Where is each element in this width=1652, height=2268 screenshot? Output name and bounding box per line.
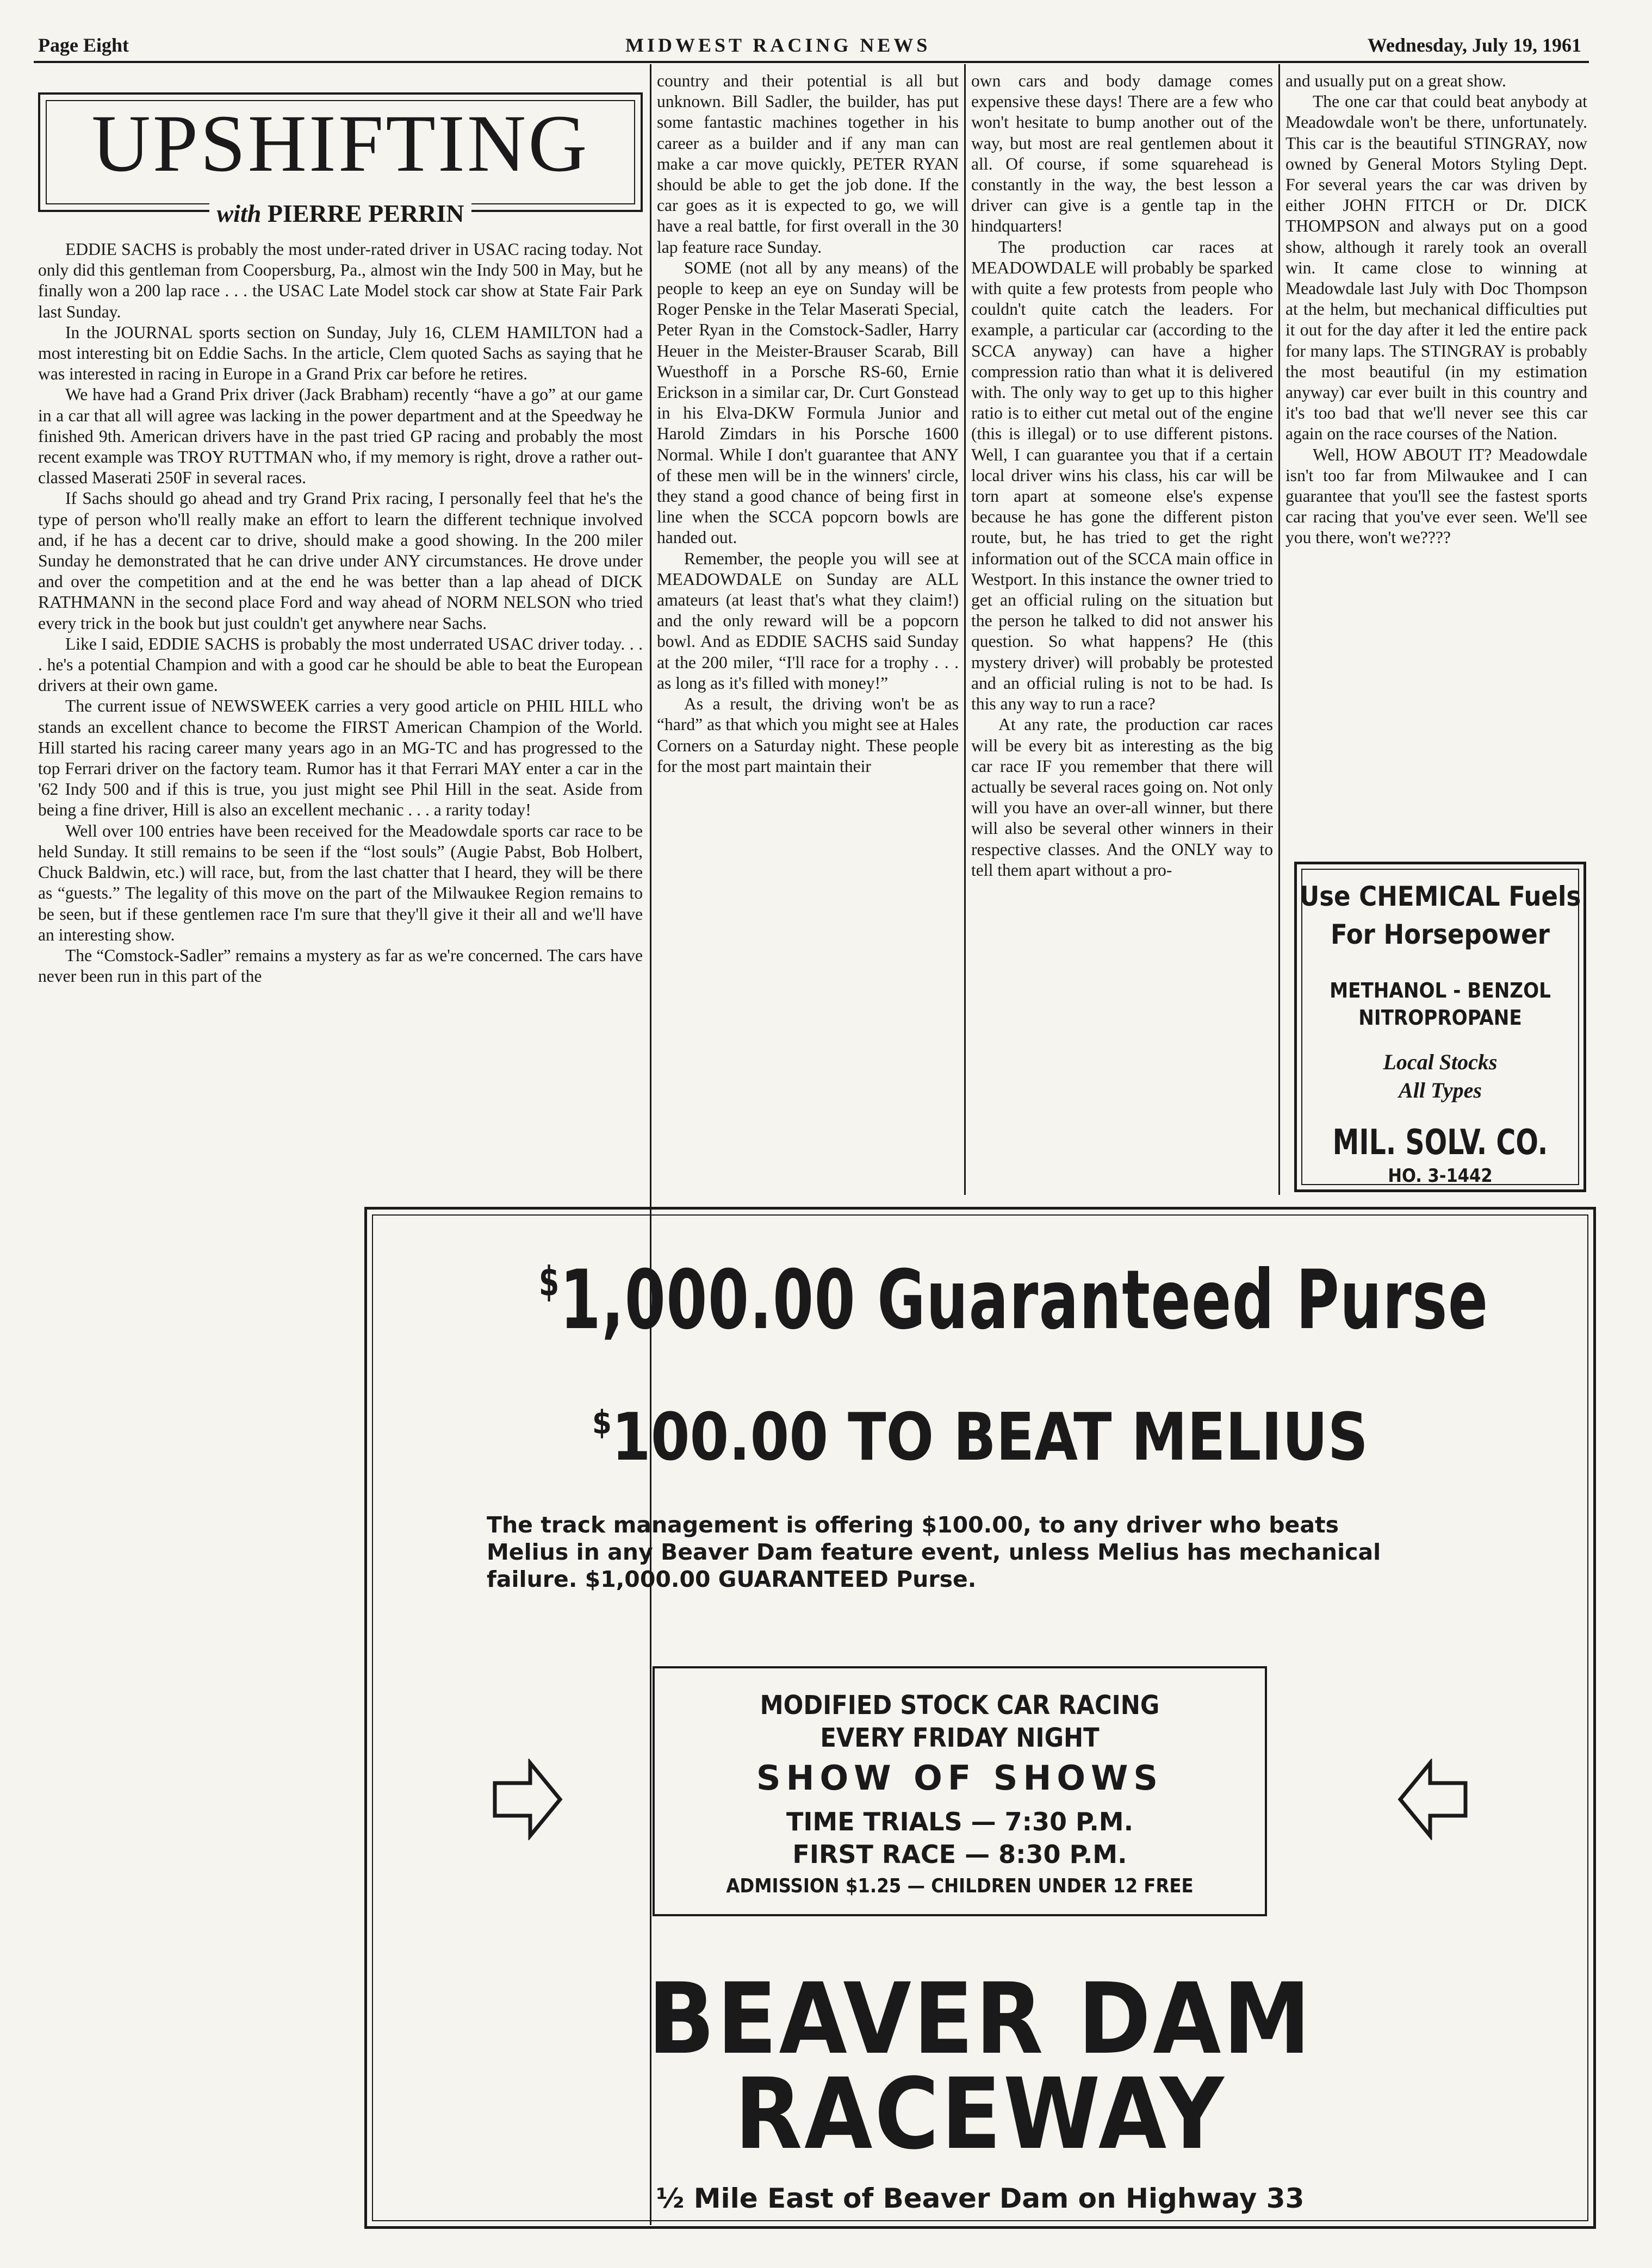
beat-melius-headline [453, 1400, 1507, 1475]
raceway-location: ½ Mile East of Beaver Dam on Highway 33 [656, 2183, 1305, 2214]
byline-with: with [216, 200, 262, 227]
offer-text: The track management is offering $100.00, to any driver who beats Melius in any Beaver Dam feature event, unless Melius has mechanical failure. $1,000.00 GUARANTEED Purse. [487, 1512, 1381, 1592]
show-line-2: EVERY FRIDAY NIGHT [820, 1723, 1100, 1753]
chem-ad-line-1: Use CHEMICAL Fuels [1299, 881, 1581, 912]
newspaper-name: MIDWEST RACING NEWS [625, 34, 931, 56]
col3-paragraph: own cars and body damage comes expensive these days! There are a few who won't hesitate to bump another out of the way, but most are real gentlemen about it all. Of course, if some squarehead is constantly in the way, the best lesson a driver can give is a gentle tap in the hindquarters! [971, 71, 1273, 236]
left-arrow-icon [1398, 1759, 1468, 1840]
raceway-name-line-1: BEAVER DAM [648, 1962, 1313, 2076]
col1-paragraph: The current issue of NEWSWEEK carries a very good article on PHIL HILL who stands an excellent chance to become the FIRST American Champion of the World. Hill started his racing career many years ago in an MG-TC and has progressed to the top Ferrari driver on the factory team. Rumor has it that Ferrari MAY enter a car in the '62 Indy 500 and if this is true, you just might see Phil Hill in the seat. Aside from being a fine driver, Hill is also an excellent mechanic . . . a rarity today! [38, 696, 643, 820]
page-number: Page Eight [38, 34, 129, 56]
beaver-dam-ad [364, 1207, 1596, 2229]
chemical-fuels-ad [1294, 862, 1586, 1192]
byline-author: PIERRE PERRIN [267, 200, 464, 227]
col2-paragraph: As a result, the driving won't be as “hard” as that which you might see at Hales Corners on a Saturday night. These people for the most part maintain their [657, 694, 959, 776]
column-rule-3 [1278, 64, 1280, 1195]
beat-text: 100.00 TO BEAT MELIUS [611, 1400, 1368, 1475]
col3-paragraph: The production car races at MEADOWDALE will probably be sparked with quite a few protests from people who couldn't quite catch the leaders. For example, a particular car (according to the SCCA anyway) can have a higher compression ratio than what it is delivered with. The only way to get up to this higher ratio is to either cut metal out of the engine (this is illegal) or to use different pistons. Well, I can guarantee you that if a certain local driver wins his class, his car will be torn apart at someone else's expense because he has gone the different piston route, but, he has tried to get the right information out of the SCCA main office in Westport. In this instance the owner tried to get an official ruling on the situation but the person he talked to did not answer his question. So what happens? He (this mystery driver) will probably be protested and an official ruling is not to be had. Is this any way to run a race? [971, 237, 1273, 714]
column-heading-box [38, 92, 643, 212]
show-line-3: SHOW OF SHOWS [756, 1758, 1164, 1798]
column-byline [38, 198, 643, 229]
show-line-4: TIME TRIALS — 7:30 P.M. [786, 1807, 1134, 1836]
col1-paragraph: EDDIE SACHS is probably the most under-rated driver in USAC racing today. Not only did this gentleman from Coopersburg, Pa., almost win the Indy 500 in May, but he finally won a 200 lap race . . . the USAC Late Model stock car show at State Fair Park last Sunday. [38, 240, 643, 321]
header-rule [34, 61, 1589, 63]
dollar-sign: $ [592, 1404, 612, 1442]
col1-paragraph: We have had a Grand Prix driver (Jack Brabham) recently “have a go” at our game in a car that all will agree was lacking in the power department and at the Speedway he finished 9th. American drivers have in the past tried GP racing and probably the most recent example was TROY RUTTMAN who, if my memory is right, drove a rather out-classed Maserati 250F in several races. [38, 385, 643, 488]
col1-paragraph: The “Comstock-Sadler” remains a mystery as far as we're concerned. The cars have never been run in this part of the [38, 945, 643, 986]
article-column-5 [1285, 71, 1587, 853]
right-arrow-icon [492, 1759, 563, 1840]
column-title: UPSHIFTING [91, 98, 589, 189]
chem-ad-line-5: Local Stocks [1383, 1050, 1498, 1074]
show-line-6: ADMISSION $1.25 — CHILDREN UNDER 12 FREE [726, 1875, 1194, 1897]
article-column-2 [657, 71, 959, 1201]
issue-date: Wednesday, July 19, 1961 [1367, 34, 1581, 56]
col2-paragraph: country and their potential is all but unknown. Bill Sadler, the builder, has put some fantastic machines together in his career as a builder and if any man can make a car move quickly, PETER RYAN should be able to get the job done. If the car goes as it is expected to go, we will have a real battle, for first overall in the 30 lap feature race Sunday. [657, 71, 959, 257]
chem-ad-line-6: All Types [1399, 1078, 1482, 1102]
chem-ad-line-4: NITROPROPANE [1358, 1006, 1522, 1030]
col2-paragraph: SOME (not all by any means) of the people to keep an eye on Sunday will be Roger Penske in the Telar Maserati Special, Peter Ryan in the Comstock-Sadler, Harry Heuer in the Meister-Brauser Scarab, Bill Wuesthoff in a Porsche RS-60, Ernie Erickson in a similar car, Dr. Curt Gonstead in his Elva-DKW Formula Junior and Harold Zimdars in his Porsche 1600 Normal. While I don't guarantee that ANY of these men will be in the winners' circle, they stand a good chance of being first in line when the SCCA popcorn bowls are handed out. [657, 258, 959, 547]
chem-ad-company: MIL. SOLV. CO. [1332, 1123, 1548, 1163]
show-line-5: FIRST RACE — 8:30 P.M. [792, 1840, 1127, 1869]
chem-ad-phone: HO. 3-1442 [1388, 1165, 1493, 1187]
col5-paragraph: The one car that could beat anybody at Meadowdale won't be there, unfortunately. This car is the beautiful STINGRAY, now owned by General Motors Styling Dept. For several years the car was driven by either JOHN FITCH or Dr. DICK THOMPSON and always put on a good show, although it rarely took an overall win. It came close to winning at Meadowdale last July with Doc Thompson at the helm, but mechanical difficulties put it out for the day after it led the entire pack for many laps. The STINGRAY is probably the most beautiful (in my estimation anyway) car ever built in this country and it's too bad that we'll never see this car again on the race courses of the Nation. [1285, 92, 1587, 444]
show-schedule-box [653, 1666, 1267, 1916]
col3-paragraph: At any rate, the production car races will be every bit as interesting as the big car race IF you remember that there will actually be several races going on. Not only will you have an over-all winner, but there will also be several other winners in their respective classes. And the ONLY way to tell them apart without a pro- [971, 715, 1273, 880]
chem-ad-line-3: METHANOL - BENZOL [1330, 979, 1551, 1002]
purse-text: 1,000.00 Guaranteed Purse [560, 1253, 1489, 1348]
col1-paragraph: Like I said, EDDIE SACHS is probably the most underrated USAC driver today. . . . he's a potential Champion and with a good car he should be able to beat the European drivers at their own game. [38, 634, 643, 695]
col1-paragraph: Well over 100 entries have been received for the Meadowdale sports car race to be held Sunday. It still remains to be seen if the “lost souls” (Augie Pabst, Bob Holbert, Chuck Baldwin, etc.) will race, but, from the last chatter that I heard, they will be there as “guests.” The legality of this move on the part of the Milwaukee Region remains to be seen, but if these gentlemen race I'm sure that they'll give it their all and we'll have an interesting show. [38, 821, 643, 944]
col5-paragraph: and usually put on a great show. [1285, 71, 1506, 90]
dollar-sign: $ [538, 1257, 560, 1305]
col5-paragraph: Well, HOW ABOUT IT? Meadowdale isn't too far from Milwaukee and I can guarantee that you'll see the fastest sports car racing that you've ever seen. We'll see you there, won't we???? [1285, 445, 1587, 547]
chem-ad-line-2: For Horsepower [1331, 919, 1550, 950]
col1-paragraph: If Sachs should go ahead and try Grand Prix racing, I personally feel that he's the type of person who'll really make an effort to learn the different technique involved and, if he has a decent car to drive, should make a good showing. In the 200 miler Sunday he demonstrated that he can drive under ANY circumstances. He drove under and over the competition and at the end he was better than a lap ahead of DICK RATHMANN in the second place Ford and way ahead of NORM NELSON who tried every trick in the book but just couldn't get anywhere near Sachs. [38, 489, 643, 633]
col2-paragraph: Remember, the people you will see at MEADOWDALE on Sunday are ALL amateurs (at least that's what they claim!) and the only reward will be a popcorn bowl. And as EDDIE SACHS said Sunday at the 200 miler, “I'll race for a trophy . . . as long as it's filled with money!” [657, 549, 959, 693]
article-column-4 [971, 71, 1273, 1201]
col1-paragraph: In the JOURNAL sports section on Sunday, July 16, CLEM HAMILTON had a most interesting bit on Eddie Sachs. In the article, Clem quoted Sachs as saying that he was interested in racing in Europe in a Grand Prix car before he retires. [38, 322, 643, 384]
show-line-1: MODIFIED STOCK CAR RACING [760, 1690, 1160, 1721]
raceway-name-line-2: RACEWAY [734, 2058, 1226, 2171]
column-rule-2 [964, 64, 966, 1195]
guaranteed-purse-headline [538, 1253, 1489, 1348]
